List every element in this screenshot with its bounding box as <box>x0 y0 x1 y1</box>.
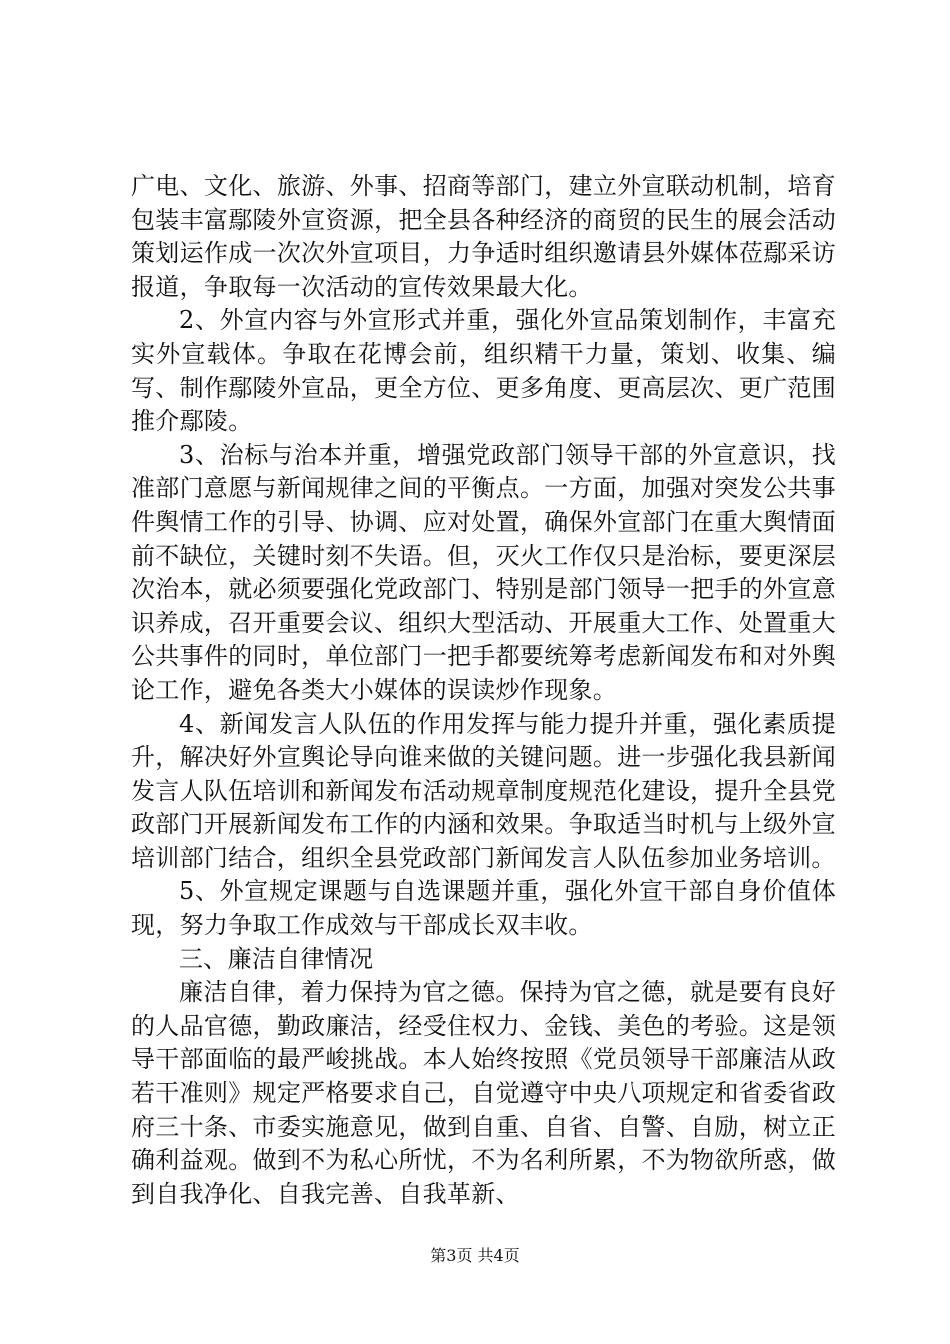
document-body <box>131 170 836 1211</box>
page-footer: 第3页 共4页 <box>430 1246 520 1265</box>
section-heading: 三、廉洁自律情况 <box>179 944 374 973</box>
paragraph-4: 4、新闻发言人队伍的作用发挥与能力提升并重，强化素质提升，解决好外宣舆论导向谁来做的关键问题。进一步强化我县新闻发言人队伍培训和新闻发布活动规章制度规范化建设，提升全县党政部门开展新闻发布工作的内涵和效果。争取适当时机与上级外宣培训部门结合，组织全县党政部门新闻发言人队伍参加业务培训。 <box>131 709 836 872</box>
paragraph-1: 广电、文化、旅游、外事、招商等部门，建立外宣联动机制，培育包装丰富鄢陵外宣资源，把全县各种经济的商贸的民生的展会活动策划运作成一次次外宣项目，力争适时组织邀请县外媒体莅鄢采访报道，争取每一次活动的宣传效果最大化。 <box>131 172 836 301</box>
paragraph-2: 2、外宣内容与外宣形式并重，强化外宣品策划制作，丰富充实外宣载体。争取在花博会前，组织精干力量，策划、收集、编写、制作鄢陵外宣品，更全方位、更多角度、更高层次、更广范围推介鄢陵。 <box>131 306 836 436</box>
paragraph-6: 廉洁自律，着力保持为官之德。保持为官之德，就是要有良好的人品官德，勤政廉洁，经受住权力、金钱、美色的考验。这是领导干部面临的最严峻挑战。本人始终按照《党员领导干部廉洁从政若干准则》规定严格要求自己，自觉遵守中央八项规定和省委省政府三十条、市委实施意见，做到自重、自省、自警、自励，树立正确利益观。做到不为私心所忧，不为名利所累，不为物欲所惑，做到自我净化、自我完善、自我革新、 <box>131 978 836 1208</box>
paragraph-5: 5、外宣规定课题与自选课题并重，强化外宣干部自身价值体现，努力争取工作成效与干部成长双丰收。 <box>131 877 836 940</box>
paragraph-3: 3、治标与治本并重，增强党政部门领导干部的外宣意识，找准部门意愿与新闻规律之间的平衡点。一方面，加强对突发公共事件舆情工作的引导、协调、应对处置，确保外宣部门在重大舆情面前不缺位，关键时刻不失语。但，灭火工作仅只是治标，要更深层次治本，就必须要强化党政部门、特别是部门领导一把手的外宣意识养成，召开重要会议、组织大型活动、开展重大工作、处置重大公共事件的同时，单位部门一把手都要统筹考虑新闻发布和对外舆论工作，避免各类大小媒体的误读炒作现象。 <box>131 440 836 704</box>
